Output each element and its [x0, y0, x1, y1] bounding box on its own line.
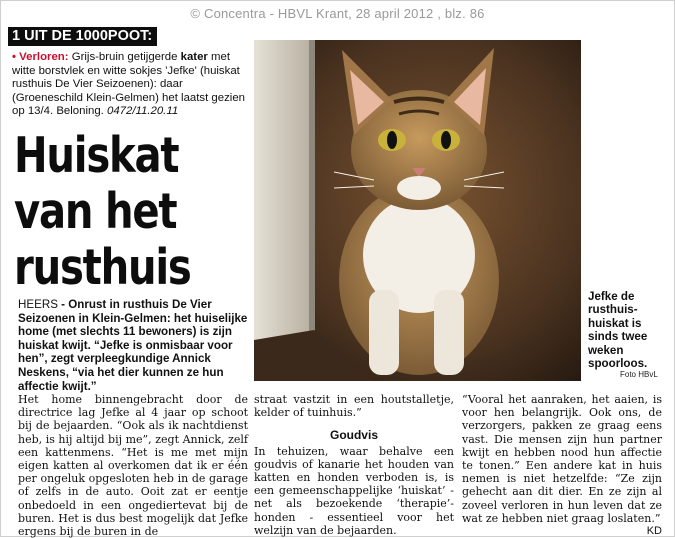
- body-column-1: Het home binnengebracht door de directrice lag Jefke al 4 jaar op schoot bij de bejaarden. “Ook als ik nachtdienst heb, is hij altijd bij me”, zegt Annick, zelf een kattenmens. “Het is me met mijn eigen katten al overkomen dat ik er één per ongeluk opgesloten heb in de garage of zelfs in de auto. Ooit zat er eentje onbedoeld in een ongediertevat bij de buren. Het is dus best mogelijk dat Jefke ergens bij de buren in de: [18, 393, 248, 538]
- photo-credit: Foto HBvL: [620, 370, 658, 379]
- lost-phone: 0472/11.20.11: [107, 105, 179, 117]
- body-column-2-text: straat vastzit in een houtstalletje, kelder of tuinhuis.”: [254, 393, 454, 420]
- cat-photo: [254, 40, 581, 381]
- author-signature: KD: [646, 525, 662, 538]
- lost-text-2: met witte borstvlek en witte sokjes 'Jefke' (huiskat rusthuis De Vier Seizoenen): daar (Groeneschild Klein-Gelmen) het laatst gezien op 13/4. Beloning.: [12, 51, 245, 117]
- body-column-2-text-b: In tehuizen, waar behalve een goudvis of kanarie het houden van katten en honden verboden is, is een gemeenschappelijke ‘huiskat’ - net als bezoekende ‘therapie’-honden - essentieel voor het welzijn van de bejaarden.: [254, 444, 454, 537]
- headline-line-2: van het: [14, 183, 177, 240]
- lost-bold-word: kater: [180, 51, 208, 63]
- lost-text-1: Grijs-bruin getijgerde: [68, 51, 181, 63]
- body-column-3-text: “Vooral het aanraken, het aaien, is voor hen belangrijk. Ook ons, de verzorgers, pakken ze graag eens vast. Die mensen zijn hun partner kwijt en hebben nood hun affectie te tonen.” Een andere kat in huis nemen is niet hetzelfde: “Ze zijn gehecht aan dit dier. En ze zijn al zoveel verloren in hun leven dat ze wat ze hebben niet graag loslaten.”: [462, 393, 662, 525]
- subheading: Goudvis: [329, 428, 378, 443]
- lead-text: - Onrust in rusthuis De Vier Seizoenen in Klein-Gelmen: het huiselijke home (met slechts 11 bewoners) is zijn huiskat kwijt. “Jefke is onmisbaar voor hen”, zegt verpleegkundige Annick Neskens, “via het dier kunnen ze hun affectie kwijt.”: [18, 298, 248, 393]
- copyright-notice: © Concentra - HBVL Krant, 28 april 2012 , blz. 86: [190, 6, 485, 21]
- headline-line-3: rusthuis: [14, 239, 191, 296]
- lost-notice: [12, 51, 248, 119]
- lead-place: HEERS: [18, 298, 58, 311]
- lead-paragraph: [18, 298, 250, 393]
- lost-label: Verloren:: [19, 51, 69, 63]
- bullet: •: [12, 51, 16, 63]
- photo-caption: Jefke de rusthuis-huiskat is sinds twee weken spoorloos.: [588, 290, 648, 371]
- section-label: 1 UIT DE 1000POOT:: [8, 27, 157, 46]
- headline: [14, 128, 211, 296]
- body-column-2: [254, 393, 454, 537]
- headline-line-1: Huiskat: [14, 127, 179, 184]
- cat-illustration: [254, 40, 581, 381]
- body-column-3: [462, 393, 662, 538]
